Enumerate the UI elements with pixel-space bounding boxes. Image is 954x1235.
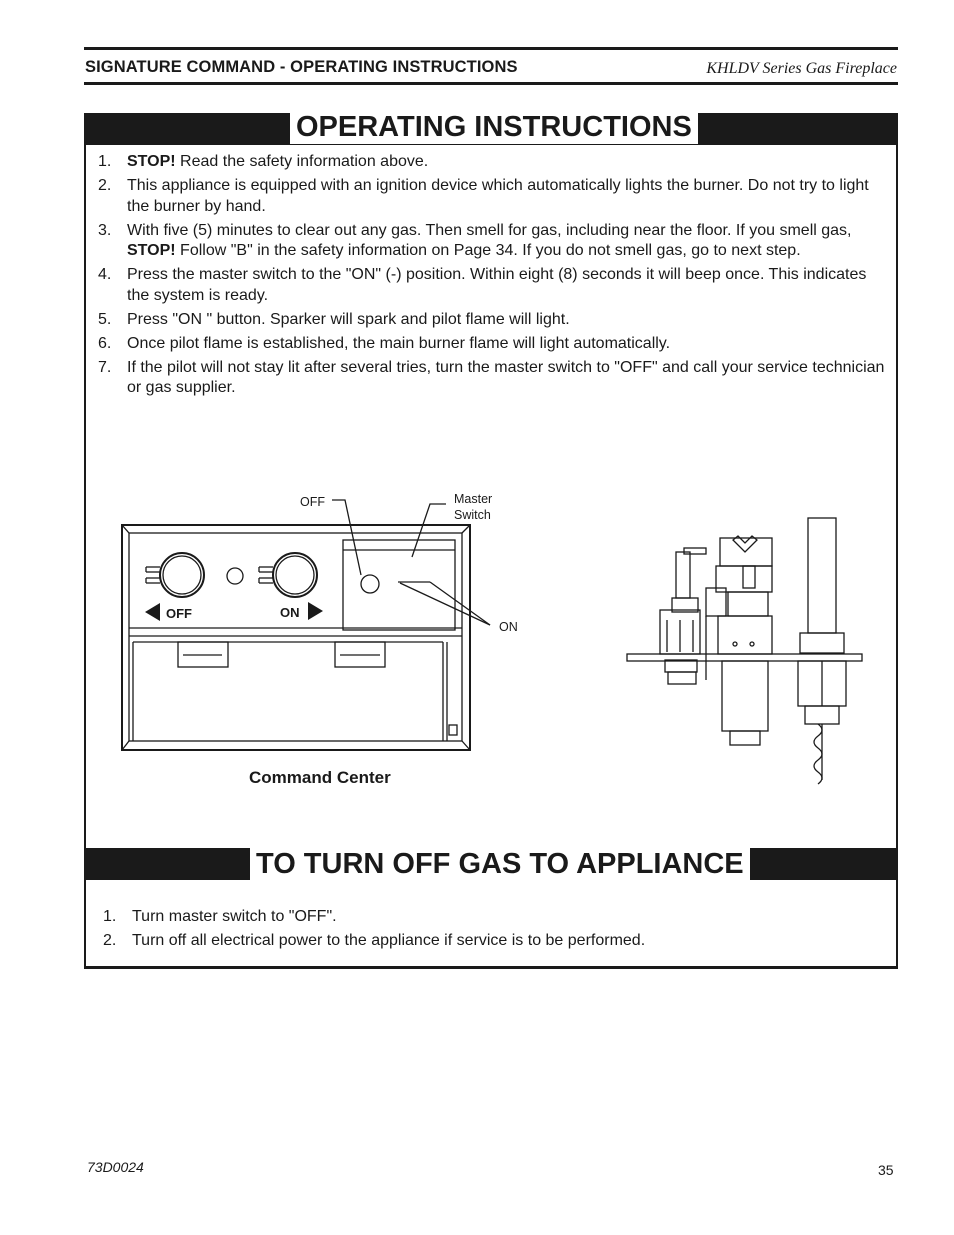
operating-banner bbox=[84, 113, 898, 145]
list-item: 7. If the pilot will not stay lit after several tries, turn the master switch to "OFF" and call your service technician or gas supplier. bbox=[98, 358, 885, 396]
operating-steps bbox=[85, 152, 885, 402]
list-item: 2. Turn off all electrical power to the appliance if service is to be performed. bbox=[103, 932, 646, 949]
on-button-label: ON bbox=[280, 605, 300, 620]
page-number: 35 bbox=[878, 1162, 894, 1178]
product-name: KHLDV Series Gas Fireplace bbox=[706, 60, 897, 77]
off-callout-label: OFF bbox=[300, 495, 325, 509]
turnoff-title: TO TURN OFF GAS TO APPLIANCE bbox=[250, 847, 750, 881]
list-item: 1. STOP! Read the safety information above. bbox=[98, 153, 429, 170]
master-callout-label-1: Master bbox=[454, 492, 493, 506]
section-title: SIGNATURE COMMAND - OPERATING INSTRUCTIONS bbox=[85, 58, 518, 76]
on-callout-label: ON bbox=[499, 620, 518, 634]
header-rule-bottom bbox=[84, 82, 898, 85]
off-button-label: OFF bbox=[166, 606, 192, 621]
list-item: 2. This appliance is equipped with an ignition device which automatically lights the burner. Do not try to light the burner by hand. bbox=[98, 177, 869, 215]
turnoff-steps bbox=[90, 907, 890, 955]
header-rule-top bbox=[84, 47, 898, 50]
list-item: 6. Once pilot flame is established, the main burner flame will light automatically. bbox=[98, 334, 671, 352]
list-item: 4. Press the master switch to the "ON" (-) position. Within eight (8) seconds it will beep once. This indicates the system is ready. bbox=[98, 266, 867, 304]
list-item: 3. With five (5) minutes to clear out any gas. Then smell for gas, including near the floor. If you smell gas, STOP! Follow "B" in the safety information on Page 34. If you do not smell gas, go to next step. bbox=[98, 221, 852, 259]
list-item: 1. Turn master switch to "OFF". bbox=[103, 908, 337, 925]
diagram-caption: Command Center bbox=[249, 768, 391, 787]
document-code: 73D0024 bbox=[87, 1159, 144, 1175]
master-callout-label-2: Switch bbox=[454, 508, 491, 522]
list-item: 5. Press "ON " button. Sparker will spark and pilot flame will light. bbox=[98, 310, 570, 328]
turnoff-banner bbox=[84, 848, 898, 880]
operating-title: OPERATING INSTRUCTIONS bbox=[290, 110, 698, 144]
